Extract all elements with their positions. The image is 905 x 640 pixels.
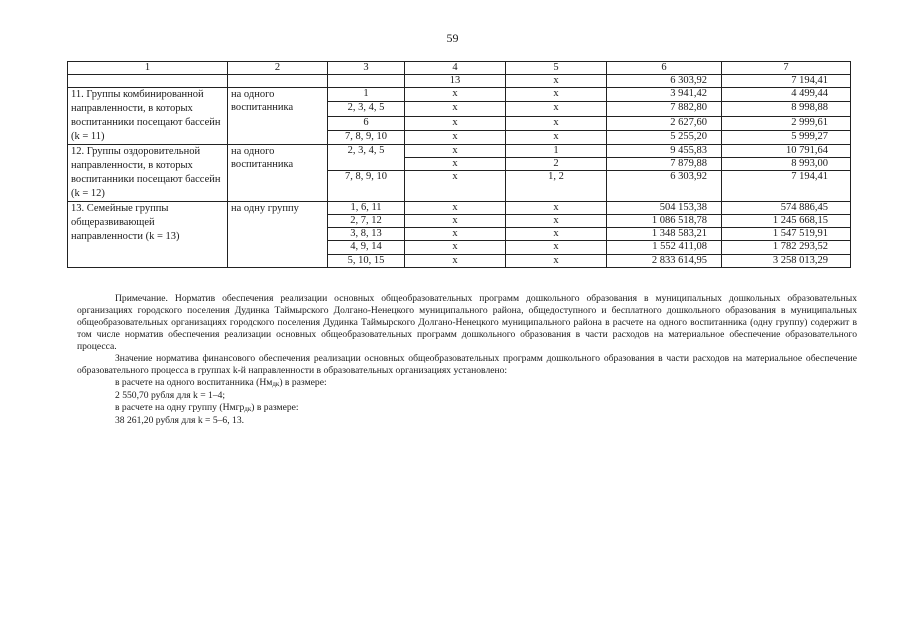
table-cell: 5 999,27 (722, 130, 851, 144)
table-cell: 7 882,80 (607, 102, 722, 116)
group-unit-cell: на одну группу (228, 202, 328, 267)
table-cell: 1, 2 (506, 171, 607, 202)
table-cell: 4, 9, 14 (328, 241, 405, 254)
table-cell: x (506, 116, 607, 130)
table-cell (328, 75, 405, 88)
table-cell: x (506, 241, 607, 254)
table-cell: x (405, 116, 506, 130)
group-unit-cell: на одного воспитанника (228, 145, 328, 202)
table-cell: 5 255,20 (607, 130, 722, 144)
table-row (68, 202, 851, 215)
table-cell (68, 75, 228, 88)
table-cell: 7 879,88 (607, 158, 722, 171)
table-cell: 3, 8, 13 (328, 228, 405, 241)
table-cell: 6 303,92 (607, 171, 722, 202)
table-row (68, 145, 851, 158)
per-group-subscript: дк (244, 405, 252, 413)
table-cell: 504 153,38 (607, 202, 722, 215)
table-cell: 9 455,83 (607, 145, 722, 158)
table-cell: x (405, 241, 506, 254)
header-cell: 1 (68, 62, 228, 75)
per-group-value: 38 261,20 рубля для k = 5–6, 13. (115, 415, 245, 426)
header-cell: 7 (722, 62, 851, 75)
table-cell: 10 791,64 (722, 145, 851, 158)
table-cell: 2, 3, 4, 5 (328, 102, 405, 116)
table-cell: 7, 8, 9, 10 (328, 171, 405, 202)
per-pupil-prefix: в расчете на одного воспитанника (Нм (115, 377, 273, 388)
table-cell: 2 833 614,95 (607, 254, 722, 267)
table-cell: x (405, 130, 506, 144)
table-cell: 1 (328, 88, 405, 102)
group-name-cell: 11. Группы комбинированной направленности, в которых воспитанники посещают бассейн (k = 11) (68, 88, 228, 145)
group-name-cell: 12. Группы оздоровительной направленности, в которых воспитанники посещают бассейн (k = 12) (68, 145, 228, 202)
table-cell: x (405, 215, 506, 228)
table-cell: x (506, 228, 607, 241)
table-cell: 13 (405, 75, 506, 88)
table-cell: x (405, 202, 506, 215)
table-cell: 5, 10, 15 (328, 254, 405, 267)
table-cell: 1, 6, 11 (328, 202, 405, 215)
table-cell: x (405, 158, 506, 171)
table-cell: 4 499,44 (722, 88, 851, 102)
table-cell: 3 258 013,29 (722, 254, 851, 267)
header-cell: 4 (405, 62, 506, 75)
table-cell: 7 194,41 (722, 171, 851, 202)
table-cell: x (506, 130, 607, 144)
table-cell: x (405, 88, 506, 102)
table-cell: x (405, 102, 506, 116)
header-cell: 3 (328, 62, 405, 75)
table-cell: 1 (506, 145, 607, 158)
per-pupil-subscript: дк (272, 380, 280, 388)
table-cell: x (506, 102, 607, 116)
table-cell: 8 993,00 (722, 158, 851, 171)
table-cell: x (506, 215, 607, 228)
table-cell: 1 547 519,91 (722, 228, 851, 241)
per-group-suffix: ) в размере: (251, 402, 299, 413)
page-number: 59 (446, 31, 459, 45)
table-cell: 2 999,61 (722, 116, 851, 130)
table-cell: 1 086 518,78 (607, 215, 722, 228)
table-cell: x (506, 88, 607, 102)
table-cell: 8 998,88 (722, 102, 851, 116)
table-cell: 1 245 668,15 (722, 215, 851, 228)
header-cell: 6 (607, 62, 722, 75)
table-cell (228, 75, 328, 88)
table-cell: 7, 8, 9, 10 (328, 130, 405, 144)
per-pupil-line (115, 377, 857, 390)
per-group-line (115, 402, 857, 415)
table-cell: 6 303,92 (607, 75, 722, 88)
table-cell: 2 627,60 (607, 116, 722, 130)
notes-section (77, 293, 857, 427)
header-cell: 5 (506, 62, 607, 75)
table-cell: 574 886,45 (722, 202, 851, 215)
per-pupil-value: 2 550,70 рубля для k = 1–4; (115, 390, 226, 401)
header-cell: 2 (228, 62, 328, 75)
table-cell: x (405, 171, 506, 202)
table-cell: 1 552 411,08 (607, 241, 722, 254)
note-paragraph: Примечание. Норматив обеспечения реализации основных общеобразовательных программ дошкольного образования в муниципальных дошкольных образовательных организациях городского поселения Дудинка Таймырского Долгано-Ненецкого муниципального района, общедоступного и бесплатного дошкольного образования в муниципальных общеобразовательных организациях городского поселения Дудинка Таймырского Долгано-Ненецкого муниципального района в расчете на одного воспитанника (одну группу) содержит в том числе норматив обеспечения реализации основных общеобразовательных программ дошкольного образования в части расходов на материальное обеспечение образовательного процесса. (77, 293, 857, 352)
group-name-cell: 13. Семейные группы общеразвивающей направленности (k = 13) (68, 202, 228, 267)
table-cell: 3 941,42 (607, 88, 722, 102)
per-group-prefix: в расчете на одну группу (Нмгр (115, 402, 245, 413)
table-row (68, 75, 851, 88)
table-cell: 6 (328, 116, 405, 130)
table-cell: 1 782 293,52 (722, 241, 851, 254)
table-cell: x (405, 145, 506, 158)
table-cell: 2, 7, 12 (328, 215, 405, 228)
table-cell: x (405, 228, 506, 241)
table-cell: x (405, 254, 506, 267)
per-pupil-suffix: ) в размере: (279, 377, 327, 388)
table-cell: x (506, 254, 607, 267)
table-cell: x (506, 75, 607, 88)
note-paragraph: Значение норматива финансового обеспечения реализации основных общеобразовательных программ дошкольного образования в части расходов на материальное обеспечение образовательного процесса в группах k-й направленности в образовательных организациях установлено: (77, 353, 857, 376)
table-cell: x (506, 202, 607, 215)
norms-table (67, 61, 851, 268)
group-unit-cell: на одного воспитанника (228, 88, 328, 145)
table-cell: 1 348 583,21 (607, 228, 722, 241)
table-cell: 2, 3, 4, 5 (328, 145, 405, 171)
table-cell: 2 (506, 158, 607, 171)
table-header-row (68, 62, 851, 75)
table-row (68, 88, 851, 102)
table-cell: 7 194,41 (722, 75, 851, 88)
